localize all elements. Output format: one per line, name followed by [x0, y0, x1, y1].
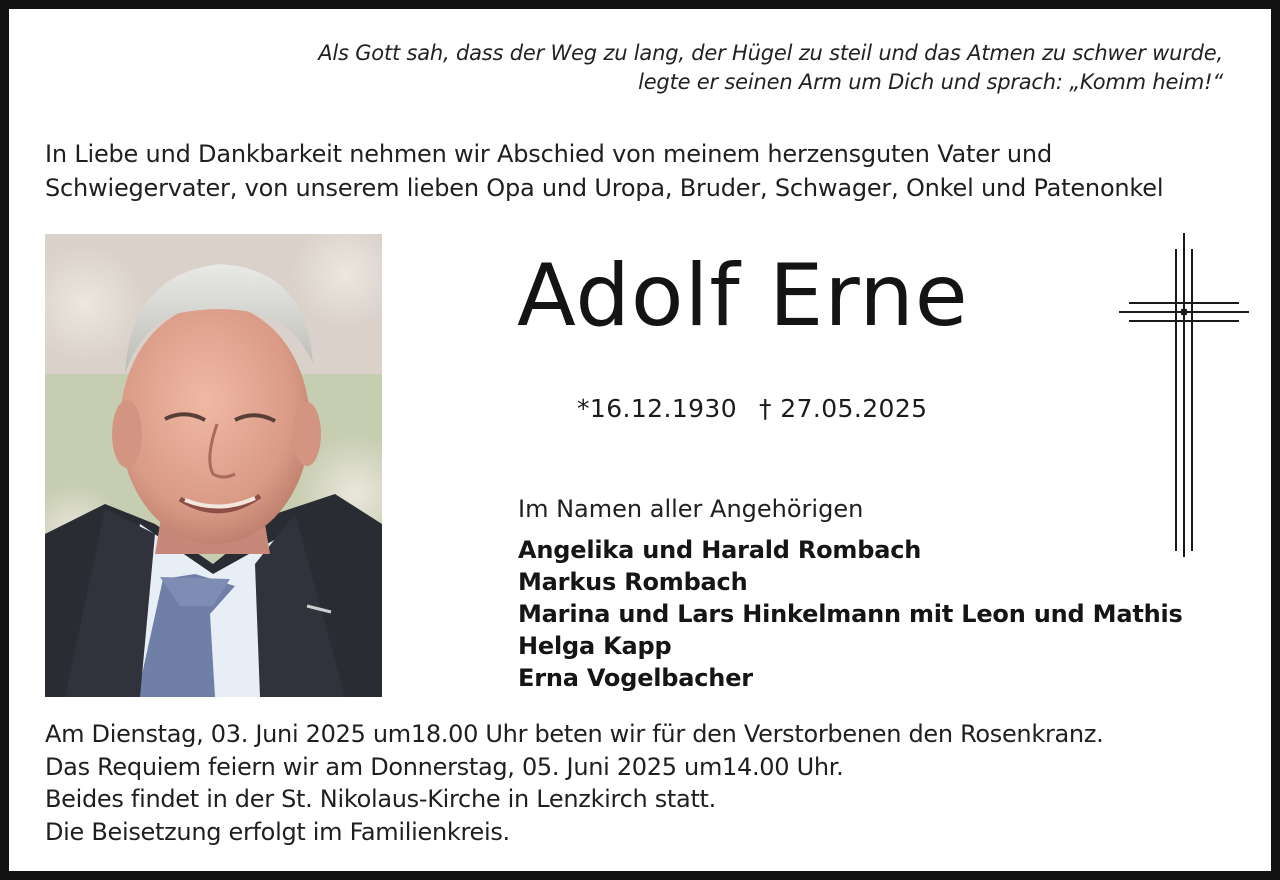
- intro-line-2: Schwiegervater, von unserem lieben Opa und Uropa, Bruder, Schwager, Onkel und Patenonkel: [45, 174, 1164, 202]
- portrait-illustration: [45, 234, 382, 697]
- death-date: † 27.05.2025: [759, 394, 928, 423]
- rosary-info: Am Dienstag, 03. Juni 2025 um18.00 Uhr beten wir für den Verstorbenen den Rosenkranz.: [45, 720, 1104, 748]
- service-details: [45, 718, 1103, 848]
- quote-line-1: Als Gott sah, dass der Weg zu lang, der Hügel zu steil und das Atmen zu schwer wurde,: [318, 41, 1223, 65]
- farewell-intro: [45, 137, 1163, 205]
- mourner-name: Helga Kapp: [518, 632, 672, 660]
- life-dates: [577, 392, 927, 426]
- mourners-list: [518, 534, 1183, 694]
- deceased-name: Adolf Erne: [517, 246, 969, 346]
- mourners-intro: Im Namen aller Angehörigen: [518, 495, 864, 523]
- mourner-name: Markus Rombach: [518, 568, 748, 596]
- mourner-name: Angelika und Harald Rombach: [518, 536, 922, 564]
- cross-icon: [1117, 231, 1251, 557]
- memorial-quote: [318, 39, 1223, 97]
- birth-date: *16.12.1930: [577, 394, 738, 423]
- mourner-name: Erna Vogelbacher: [518, 664, 753, 692]
- requiem-info: Das Requiem feiern wir am Donnerstag, 05. Juni 2025 um14.00 Uhr.: [45, 752, 844, 781]
- location-info: Beides findet in der St. Nikolaus-Kirche in Lenzkirch statt.: [45, 785, 716, 813]
- portrait-photo: [45, 234, 382, 697]
- burial-info: Die Beisetzung erfolgt im Familienkreis.: [45, 817, 510, 846]
- intro-line-1: In Liebe und Dankbarkeit nehmen wir Abschied von meinem herzensguten Vater und: [45, 140, 1052, 168]
- quote-line-2: legte er seinen Arm um Dich und sprach: „Komm heim!“: [638, 70, 1223, 94]
- mourner-name: Marina und Lars Hinkelmann mit Leon und Mathis: [518, 600, 1183, 628]
